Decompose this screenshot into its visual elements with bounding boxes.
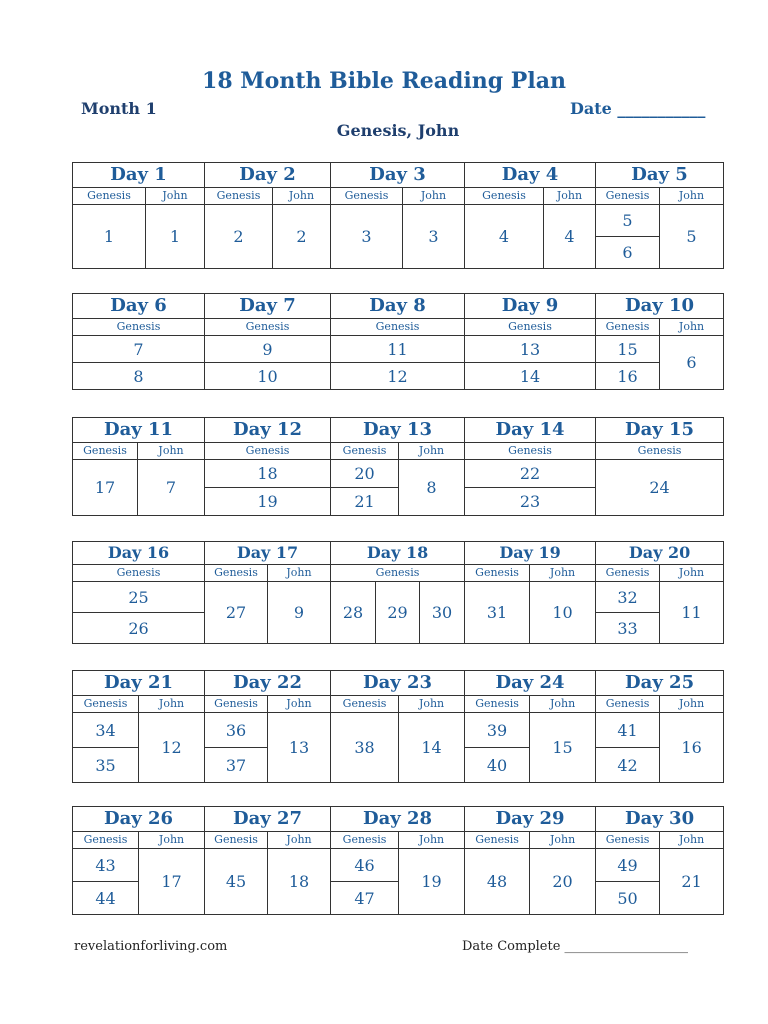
day-header: Day 18 — [331, 542, 465, 565]
day-header: Day 19 — [465, 542, 596, 565]
chapter-cell: 47 — [331, 882, 399, 915]
book-label: Genesis — [596, 832, 660, 849]
day-header: Day 22 — [205, 671, 331, 696]
book-label: Genesis — [596, 188, 660, 205]
book-label: Genesis — [205, 565, 268, 582]
book-label: Genesis — [331, 443, 399, 460]
book-label: Genesis — [596, 565, 660, 582]
chapter-cell: 18 — [205, 460, 331, 488]
book-label: John — [660, 565, 724, 582]
day-header: Day 30 — [596, 807, 724, 832]
book-label: John — [146, 188, 205, 205]
chapter-cell: 13 — [465, 336, 596, 363]
book-label: Genesis — [465, 832, 530, 849]
chapter-cell: 15 — [530, 713, 596, 783]
day-header: Day 23 — [331, 671, 465, 696]
page-title: 18 Month Bible Reading Plan — [202, 68, 566, 94]
chapter-cell: 12 — [331, 363, 465, 390]
chapter-cell: 17 — [139, 849, 205, 915]
day-header: Day 26 — [73, 807, 205, 832]
date-field: Date ___________ — [570, 99, 706, 118]
day-header: Day 12 — [205, 418, 331, 443]
day-header: Day 5 — [596, 163, 724, 188]
chapter-cell: 14 — [399, 713, 465, 783]
chapter-cell: 33 — [596, 613, 660, 644]
book-label: John — [544, 188, 596, 205]
book-label: John — [138, 443, 205, 460]
chapter-cell: 10 — [205, 363, 331, 390]
chapter-cell: 30 — [420, 582, 465, 644]
chapter-cell: 3 — [331, 205, 403, 269]
book-label: Genesis — [465, 565, 530, 582]
book-label: John — [139, 832, 205, 849]
chapter-cell: 4 — [465, 205, 544, 269]
chapter-cell: 29 — [376, 582, 420, 644]
book-label: John — [660, 696, 724, 713]
book-label: Genesis — [73, 565, 205, 582]
chapter-cell: 27 — [205, 582, 268, 644]
day-header: Day 9 — [465, 294, 596, 319]
book-label: Genesis — [331, 188, 403, 205]
day-header: Day 4 — [465, 163, 596, 188]
chapter-cell: 50 — [596, 882, 660, 915]
book-label: John — [268, 696, 331, 713]
chapter-cell: 2 — [205, 205, 273, 269]
book-label: John — [268, 565, 331, 582]
chapter-cell: 23 — [465, 488, 596, 516]
book-label: John — [268, 832, 331, 849]
book-label: John — [399, 832, 465, 849]
book-label: Genesis — [73, 696, 139, 713]
chapter-cell: 32 — [596, 582, 660, 613]
chapter-cell: 6 — [596, 237, 660, 269]
day-header: Day 25 — [596, 671, 724, 696]
chapter-cell: 42 — [596, 748, 660, 783]
day-header: Day 16 — [73, 542, 205, 565]
chapter-cell: 9 — [268, 582, 331, 644]
chapter-cell: 41 — [596, 713, 660, 748]
book-label: Genesis — [596, 443, 724, 460]
book-label: Genesis — [205, 832, 268, 849]
day-header: Day 8 — [331, 294, 465, 319]
book-label: Genesis — [73, 832, 139, 849]
book-label: Genesis — [331, 565, 465, 582]
site-url: revelationforliving.com — [74, 939, 228, 954]
book-label: Genesis — [465, 696, 530, 713]
chapter-cell: 19 — [205, 488, 331, 516]
day-header: Day 14 — [465, 418, 596, 443]
chapter-cell: 7 — [73, 336, 205, 363]
book-label: Genesis — [331, 832, 399, 849]
day-header: Day 3 — [331, 163, 465, 188]
book-label: John — [660, 188, 724, 205]
book-label: Genesis — [205, 696, 268, 713]
chapter-cell: 17 — [73, 460, 138, 516]
chapter-cell: 22 — [465, 460, 596, 488]
chapter-cell: 40 — [465, 748, 530, 783]
book-label: Genesis — [73, 443, 138, 460]
week-block — [72, 541, 724, 644]
day-header: Day 15 — [596, 418, 724, 443]
chapter-cell: 2 — [273, 205, 331, 269]
book-label: John — [530, 565, 596, 582]
chapter-cell: 11 — [660, 582, 724, 644]
book-label: John — [273, 188, 331, 205]
chapter-cell: 8 — [399, 460, 465, 516]
book-label: Genesis — [465, 443, 596, 460]
day-header: Day 17 — [205, 542, 331, 565]
chapter-cell: 31 — [465, 582, 530, 644]
day-header: Day 20 — [596, 542, 724, 565]
day-header: Day 11 — [73, 418, 205, 443]
week-block — [72, 417, 724, 516]
day-header: Day 10 — [596, 294, 724, 319]
chapter-cell: 45 — [205, 849, 268, 915]
chapter-cell: 9 — [205, 336, 331, 363]
chapter-cell: 44 — [73, 882, 139, 915]
chapter-cell: 37 — [205, 748, 268, 783]
book-label: John — [399, 696, 465, 713]
week-block — [72, 806, 724, 915]
chapter-cell: 36 — [205, 713, 268, 748]
chapter-cell: 11 — [331, 336, 465, 363]
book-label: Genesis — [205, 188, 273, 205]
book-label: Genesis — [205, 319, 331, 336]
chapter-cell: 34 — [73, 713, 139, 748]
book-label: Genesis — [73, 319, 205, 336]
book-label: John — [660, 319, 724, 336]
chapter-cell: 13 — [268, 713, 331, 783]
chapter-cell: 19 — [399, 849, 465, 915]
chapter-cell: 5 — [660, 205, 724, 269]
book-label: John — [139, 696, 205, 713]
chapter-cell: 49 — [596, 849, 660, 882]
week-block — [72, 293, 724, 390]
chapter-cell: 8 — [73, 363, 205, 390]
chapter-cell: 39 — [465, 713, 530, 748]
chapter-cell: 48 — [465, 849, 530, 915]
chapter-cell: 25 — [73, 582, 205, 613]
day-header: Day 21 — [73, 671, 205, 696]
book-label: Genesis — [331, 319, 465, 336]
day-header: Day 6 — [73, 294, 205, 319]
day-header: Day 28 — [331, 807, 465, 832]
chapter-cell: 21 — [660, 849, 724, 915]
date-complete-field: Date Complete ___________________ — [462, 939, 689, 954]
book-label: John — [660, 832, 724, 849]
chapter-cell: 43 — [73, 849, 139, 882]
chapter-cell: 16 — [660, 713, 724, 783]
chapter-cell: 28 — [331, 582, 376, 644]
chapter-cell: 20 — [331, 460, 399, 488]
chapter-cell: 20 — [530, 849, 596, 915]
chapter-cell: 18 — [268, 849, 331, 915]
chapter-cell: 12 — [139, 713, 205, 783]
chapter-cell: 16 — [596, 363, 660, 390]
day-header: Day 13 — [331, 418, 465, 443]
day-header: Day 7 — [205, 294, 331, 319]
chapter-cell: 15 — [596, 336, 660, 363]
book-label: Genesis — [205, 443, 331, 460]
book-label: John — [530, 696, 596, 713]
chapter-cell: 26 — [73, 613, 205, 644]
book-label: John — [530, 832, 596, 849]
chapter-cell: 46 — [331, 849, 399, 882]
book-label: Genesis — [465, 319, 596, 336]
day-header: Day 24 — [465, 671, 596, 696]
book-label: Genesis — [73, 188, 146, 205]
book-label: John — [399, 443, 465, 460]
week-block — [72, 162, 724, 269]
book-label: Genesis — [596, 696, 660, 713]
chapter-cell: 14 — [465, 363, 596, 390]
chapter-cell: 5 — [596, 205, 660, 237]
chapter-cell: 35 — [73, 748, 139, 783]
chapter-cell: 7 — [138, 460, 205, 516]
day-header: Day 29 — [465, 807, 596, 832]
books-subtitle: Genesis, John — [336, 121, 460, 140]
chapter-cell: 10 — [530, 582, 596, 644]
day-header: Day 2 — [205, 163, 331, 188]
chapter-cell: 3 — [403, 205, 465, 269]
day-header: Day 1 — [73, 163, 205, 188]
chapter-cell: 1 — [146, 205, 205, 269]
chapter-cell: 1 — [73, 205, 146, 269]
month-label: Month 1 — [81, 99, 157, 118]
day-header: Day 27 — [205, 807, 331, 832]
book-label: Genesis — [596, 319, 660, 336]
chapter-cell: 38 — [331, 713, 399, 783]
chapter-cell: 4 — [544, 205, 596, 269]
chapter-cell: 21 — [331, 488, 399, 516]
chapter-cell: 6 — [660, 336, 724, 390]
book-label: Genesis — [331, 696, 399, 713]
chapter-cell: 24 — [596, 460, 724, 516]
book-label: John — [403, 188, 465, 205]
week-block — [72, 670, 724, 783]
book-label: Genesis — [465, 188, 544, 205]
